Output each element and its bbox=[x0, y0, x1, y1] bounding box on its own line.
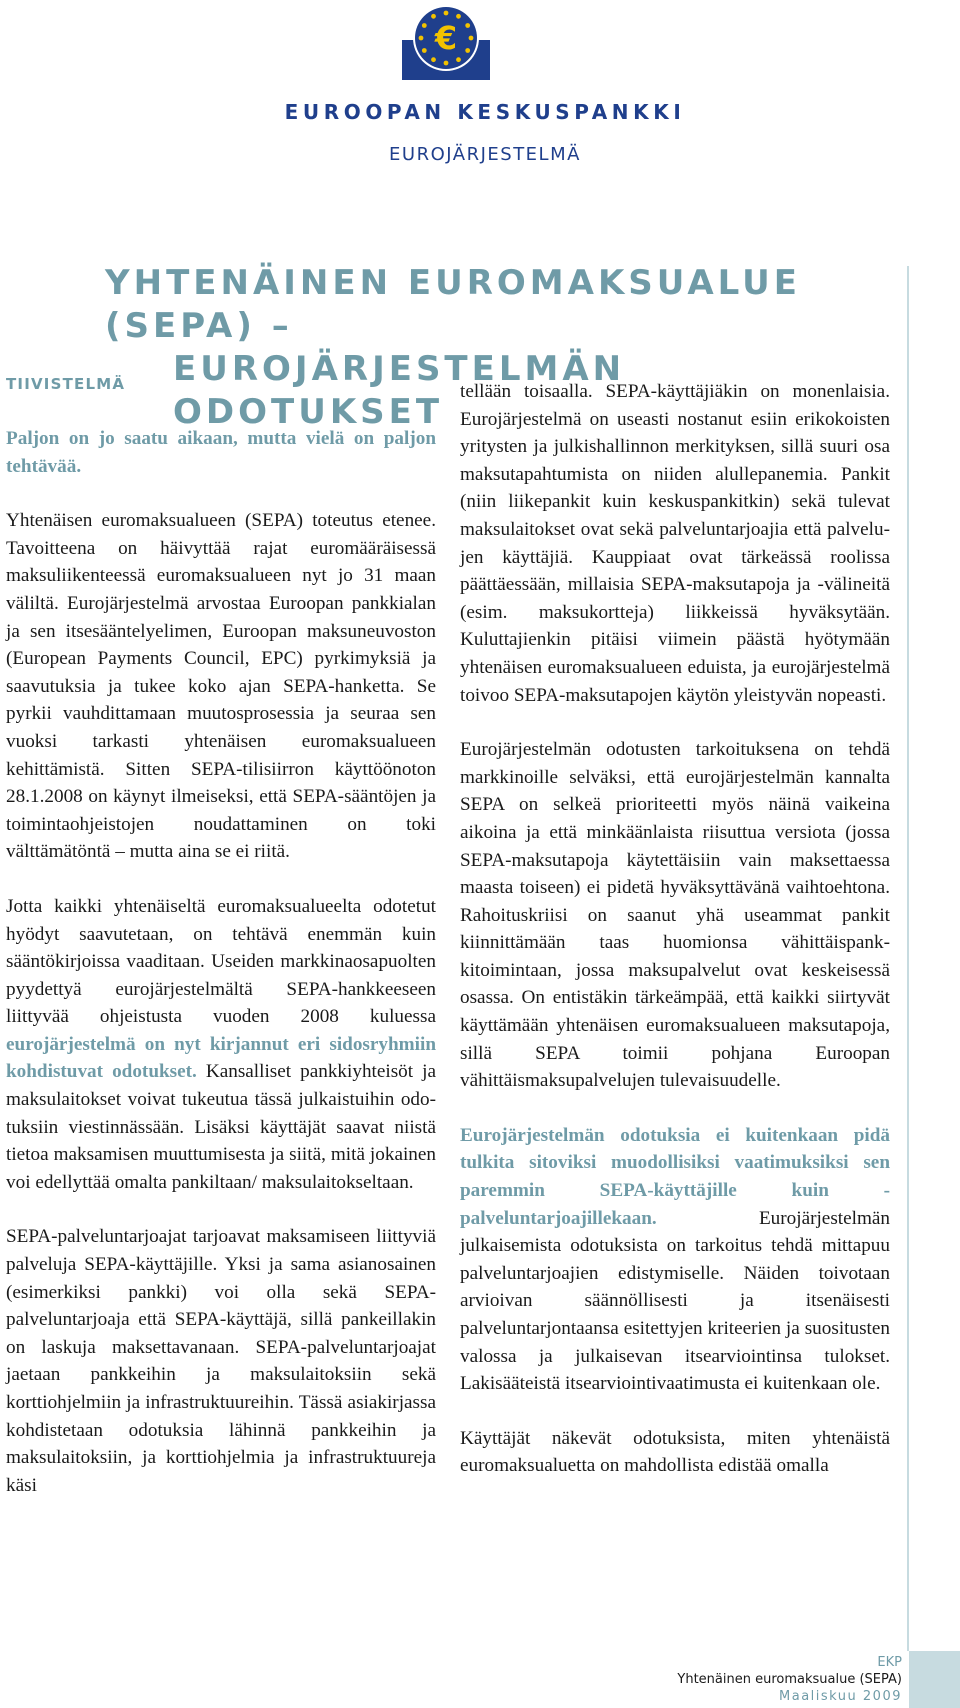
footer-publisher: EKP bbox=[877, 1655, 902, 1670]
highlighted-text: Eurojärjestelmän odotuksia ei kuitenkaan pidä tulkita sitoviksi muodollisiksi vaatimuksiksi sen paremmin SEPA-käyttäjille kuin -palveluntarjoajillekaan. bbox=[460, 1124, 890, 1229]
footer-publication: Yhtenäinen euromaksualue (SEPA) bbox=[677, 1672, 902, 1687]
svg-text:€: € bbox=[434, 19, 458, 57]
left-column bbox=[6, 373, 436, 1526]
page-footer bbox=[677, 1654, 902, 1705]
page-number-box bbox=[909, 1651, 960, 1708]
title-line-1: YHTENÄINEN EUROMAKSUALUE (SEPA) – bbox=[105, 263, 801, 346]
body-paragraph: Yhtenäisen euromaksualueen (SEPA) toteutus etenee. Tavoitteena on häivyttää rajat euromääräisessä maksuliikenteessä euromaksualueen nyt jo 31 maan väliltä. Eurojärjestelmä arvostaa Euroopan pankkialan ja sen itsesääntelyelimen, Euroopan maksuneuvoston (European Payments Council, EPC) pyrkimyksiä ja saavutuksia ja tukee koko ajan SEPA-hanketta. Se pyrkii vauhdittamaan muutosprosessia ja seuraa sen vuoksi tarkasti yhtenäisen euromaksualueen kehittämistä. Sitten SEPA-tilisiirron käyttöönoton 28.1.2008 on käynyt ilmeiseksi, että SEPA-sääntöjen ja toimintaohjeistojen noudattaminen on toki välttämätöntä – mutta aina se ei riitä. bbox=[6, 510, 436, 863]
lead-paragraph: Paljon on jo saatu aikaan, mutta vielä on paljon tehtävää. bbox=[6, 428, 436, 477]
section-kicker: TIIVISTELMÄ bbox=[6, 375, 126, 393]
body-paragraph: Käyttäjät näkevät odotuksista, miten yhtenäistä euromaksualuetta on mahdollista edistää omalla bbox=[460, 1427, 890, 1477]
footer-date: Maaliskuu 2009 bbox=[779, 1689, 902, 1704]
body-paragraph bbox=[6, 893, 436, 1197]
right-column bbox=[460, 378, 890, 1507]
body-paragraph: SEPA-palveluntarjoajat tarjoavat maksamiseen liittyviä palveluja SEPA-käyttäjille. Yksi ja sama asianosainen (esimerkiksi pankki) voi olla sekä SEPA-palveluntarjoaja että SEPA-käyttäjä, sillä pankeillakin on laskuja maksettavanaan. SEPA-palveluntarjoajat jaetaan pankkeihin ja maksulaitoksiin sekä korttiohjelmiin ja infrastruktuureihin. Tässä asiakirjassa kohdistetaan odotuksia lähinnä pankkeihin ja maksulaitoksiin, ja korttiohjelmia ja infrastruktuureja käsi bbox=[6, 1226, 436, 1496]
highlighted-text: eurojärjestelmä on nyt kirjannut eri sidosryhmiin kohdistuvat odotukset. bbox=[6, 1033, 436, 1083]
title-line-2: EUROJÄRJESTELMÄN ODOTUKSET bbox=[173, 349, 626, 432]
organization-name: EUROOPAN KESKUSPANKKI bbox=[284, 100, 686, 124]
body-text: Jotta kaikki yhtenäiseltä euromaksualueelta odotetut hyödyt saavutetaan, on tehtävä enemmän kuin sääntökirjoissa vaaditaan. Useiden markkinaosapuolten pyydettyä eurojärjestelmältä SEPA-hankkeeseen liittyvää ohjeistusta vuoden 2008 kuluessa bbox=[6, 895, 436, 1028]
body-text: Kansalliset pankkiyhteisöt ja maksulaitokset voivat tukeutua tässä julkaistuihin odotuksiin viestinnässään. Lisäksi käyttäjät saavat niistä tietoa maksamisen muuttumisesta ja siitä, mitä jokainen voi edellyttää omalta pankiltaan/ maksulaitokseltaan. bbox=[6, 1061, 436, 1193]
body-paragraph: Eurojärjestelmän odotusten tarkoituksena on tehdä markkinoille selväksi, että eurojärjestelmän kannalta SEPA on selkeä prioriteetti myös näinä vaikeina aikoina ja että minkäänlaista riisuttua versiota (jossa SEPA-maksutapoja käytettäisiin vain maksettaessa maasta toiseen) ei pidetä hyväksyttävänä vaihtoehtona. Rahoituskriisi on saanut yhä useammat pankit kiinnittämään taas huomionsa vähittäispankkitoimintaan, jossa maksupalvelut ovat keskeisessä osassa. On entistäkin tärkeämpää, että kaikki siirtyvät käyttämään yhtenäisen euromaksualueen maksutapoja, sillä SEPA toimii pohjana Euroopan vähittäismaksupalvelujen tulevaisuudelle. bbox=[460, 739, 890, 1092]
body-text: Eurojärjestelmän julkaisemista odotuksista on tarkoitus tehdä mittapuu palveluntarjoajien edistymiselle. Näiden toivotaan arvioivan säännöllisesti ja itsenäisesti palveluntarjontaansa esitettyjen kriteerien ja suositusten valossa ja julkaisevan itsearviointinsa tulokset. Lakisääteistä itsearviointivaatimusta ei kuitenkaan ole. bbox=[460, 1207, 890, 1395]
ecb-euro-logo-icon bbox=[400, 4, 492, 82]
vertical-rule bbox=[907, 266, 909, 1651]
body-paragraph: tellään toisaalla. SEPA-käyttäjiäkin on monenlaisia. Eurojärjestelmä on useasti nostanut esiin erikokoisten yritysten ja julkishallinnon merkityksen, sillä suuri osa maksutapahtumista on niiden alullepanemia. Pankit (niin liikepankit kuin keskuspankitkin) sekä tulevat maksulaitokset ovat sekä palveluntarjoajia että palvelujen käyttäjiä. Kauppiaat ovat tärkeässä roolissa päättäessään, millaisia SEPA-maksutapoja ja -välineitä (esim. maksukortteja) liikkeissä hyväksytään. Kuluttajienkin pitäisi viimein päästä hyötymään yhtenäisen euromaksualueen eduista, ja eurojärjestelmä toivoo SEPA-maksutapojen käytön yleistyvän nopeasti. bbox=[460, 381, 890, 706]
body-paragraph bbox=[460, 1122, 890, 1398]
organization-subtitle: EUROJÄRJESTELMÄ bbox=[389, 144, 581, 165]
